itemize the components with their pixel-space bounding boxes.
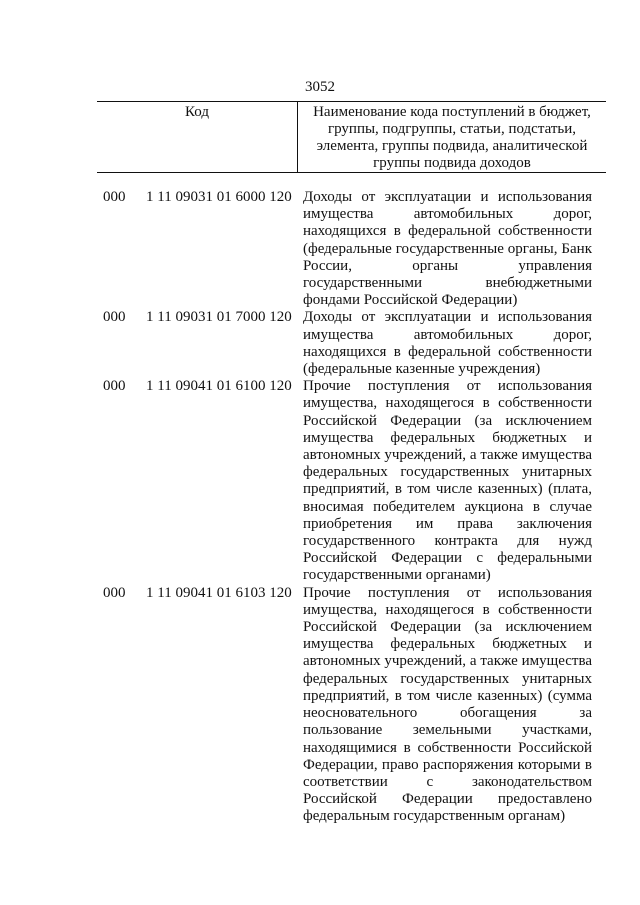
table-body bbox=[0, 189, 640, 826]
row-admin-code: 000 bbox=[103, 378, 126, 395]
header-code-column: Код bbox=[97, 102, 298, 172]
table-row bbox=[0, 585, 640, 826]
row-revenue-name: Доходы от эксплуатации и использования имущества автомобильных дорог, находящихся в федеральной собственности (федеральные государственные органы, Банк России, органы управления государственными внебюджетными фондами Российской Федерации) bbox=[303, 189, 592, 309]
row-revenue-name: Прочие поступления от использования имущества, находящегося в собственности Российской Федерации (за исключением имущества федеральных бюджетных и автономных учреждений, а также имущества федеральных государственных унитарных предприятий, в том числе казенных) (сумма неосновательного обогащения за пользование земельными участками, находящимися в собственности Российской Федерации, право распоряжения которыми в соответствии с законодательством Российской Федерации предоставлено федеральным государственным органам) bbox=[303, 584, 592, 825]
row-admin-code: 000 bbox=[103, 584, 126, 601]
header-name-column: Наименование кода поступлений в бюджет, группы, подгруппы, статьи, подстатьи, элемента, группы подвида, аналитической группы подвида доходов bbox=[313, 104, 591, 171]
table-row bbox=[0, 378, 640, 584]
table-row bbox=[0, 189, 640, 309]
row-revenue-code: 1 11 09031 01 6000 120 bbox=[146, 189, 292, 205]
row-revenue-code: 1 11 09041 01 6103 120 bbox=[146, 584, 292, 601]
row-revenue-name: Прочие поступления от использования имущества, находящегося в собственности Российской Федерации (за исключением имущества федеральных бюджетных и автономных учреждений, а также имущества федеральных государственных унитарных предприятий, в том числе казенных) (плата, вносимая победителем аукциона в случае приобретения им права заключения государственного контракта для нужд Российской Федерации с федеральными государственными органами) bbox=[303, 378, 592, 584]
row-revenue-code: 1 11 09041 01 6100 120 bbox=[146, 378, 292, 395]
row-admin-code: 000 bbox=[103, 309, 126, 326]
table-header bbox=[97, 101, 606, 173]
table-row bbox=[0, 309, 640, 378]
page-number: 3052 bbox=[305, 79, 335, 95]
row-revenue-name: Доходы от эксплуатации и использования имущества автомобильных дорог, находящихся в федеральной собственности (федеральные казенные учреждения) bbox=[303, 309, 592, 378]
row-revenue-code: 1 11 09031 01 7000 120 bbox=[146, 309, 292, 326]
row-admin-code: 000 bbox=[103, 189, 126, 205]
